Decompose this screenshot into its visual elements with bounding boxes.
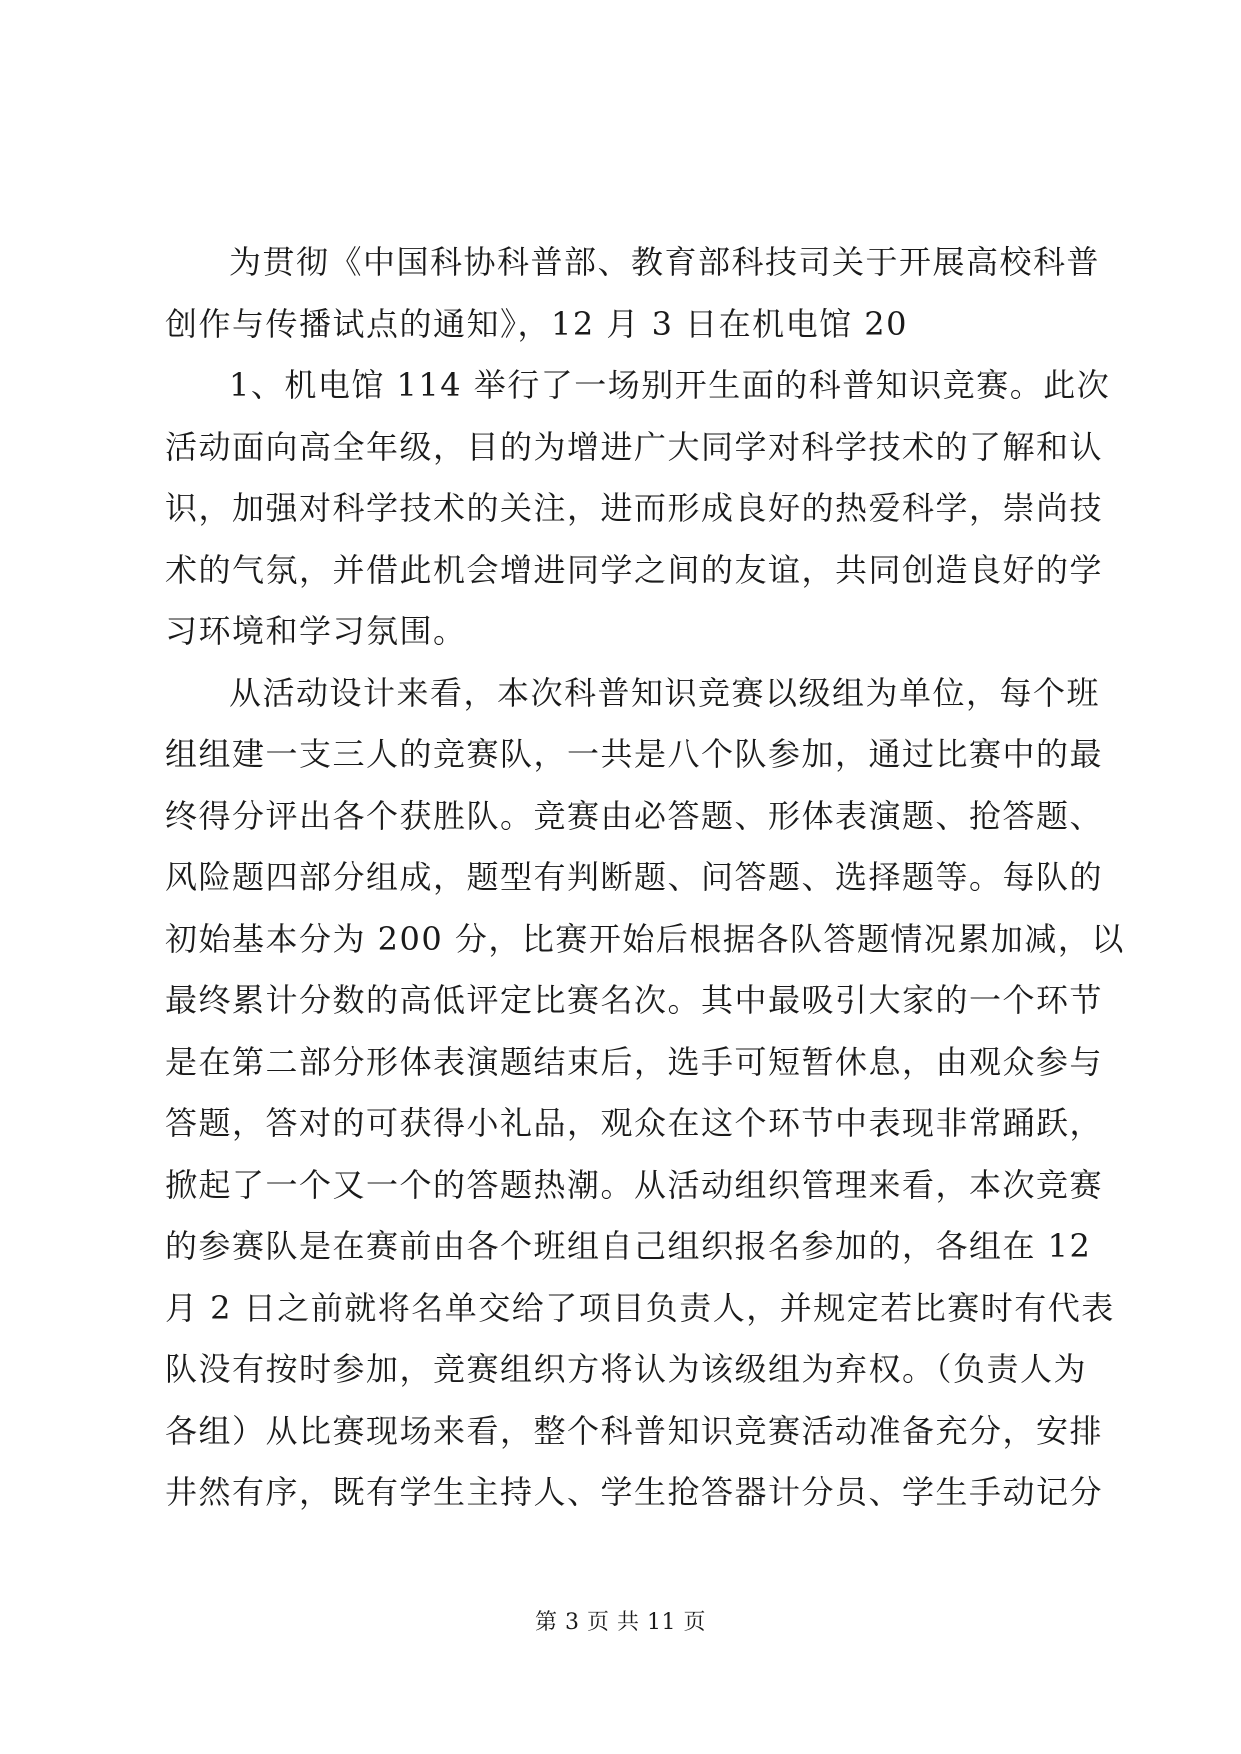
text-line: 习环境和学习氛围。 bbox=[165, 612, 467, 650]
text-line: 创作与传播试点的通知》，12 月 3 日在机电馆 20 bbox=[165, 304, 908, 343]
text-line: 识，加强对科学技术的关注，进而形成良好的热爱科学，崇尚技 bbox=[165, 489, 1104, 527]
text-line: 为贯彻《中国科协科普部、教育部科技司关于开展高校科普 bbox=[229, 243, 1101, 281]
paragraph-3 bbox=[165, 663, 1125, 1524]
text-line: 各组）从比赛现场来看，整个科普知识竞赛活动准备充分，安排 bbox=[165, 1411, 1104, 1450]
text-line: 终得分评出各个获胜队。竞赛由必答题、形体表演题、抢答题、 bbox=[165, 796, 1104, 835]
paragraph-2 bbox=[165, 355, 1111, 663]
paragraph-1 bbox=[165, 232, 1101, 355]
text-line: 掀起了一个又一个的答题热潮。从活动组织管理来看，本次竞赛 bbox=[165, 1165, 1104, 1204]
text-line: 风险题四部分组成，题型有判断题、问答题、选择题等。每队的 bbox=[165, 858, 1104, 896]
page-number-footer: 第 3 页 共 11 页 bbox=[535, 1610, 706, 1635]
text-line: 答题，答对的可获得小礼品，观众在这个环节中表现非常踊跃， bbox=[165, 1104, 1104, 1142]
document-body bbox=[165, 232, 1125, 1524]
text-line: 初始基本分为 200 分，比赛开始后根据各队答题情况累加减，以 bbox=[165, 919, 1125, 958]
text-line: 的参赛队是在赛前由各个班组自己组织报名参加的，各组在 12 bbox=[165, 1227, 1092, 1265]
text-line: 月 2 日之前就将名单交给了项目负责人，并规定若比赛时有代表 bbox=[165, 1288, 1115, 1327]
text-line: 是在第二部分形体表演题结束后，选手可短暂休息，由观众参与 bbox=[165, 1042, 1104, 1081]
text-line: 活动面向高全年级，目的为增进广大同学对科学技术的了解和认 bbox=[165, 427, 1104, 466]
text-line: 术的气氛，并借此机会增进同学之间的友谊，共同创造良好的学 bbox=[165, 550, 1104, 589]
text-line: 队没有按时参加，竞赛组织方将认为该级组为弃权。（负责人为 bbox=[165, 1350, 1088, 1388]
text-line: 组组建一支三人的竞赛队，一共是八个队参加，通过比赛中的最 bbox=[165, 735, 1104, 773]
text-line: 最终累计分数的高低评定比赛名次。其中最吸引大家的一个环节 bbox=[165, 981, 1104, 1019]
text-line: 1、机电馆 114 举行了一场别开生面的科普知识竞赛。此次 bbox=[229, 366, 1111, 404]
text-line: 从活动设计来看，本次科普知识竞赛以级组为单位，每个班 bbox=[229, 673, 1101, 712]
text-line: 井然有序，既有学生主持人、学生抢答器计分员、学生手动记分 bbox=[165, 1473, 1104, 1511]
